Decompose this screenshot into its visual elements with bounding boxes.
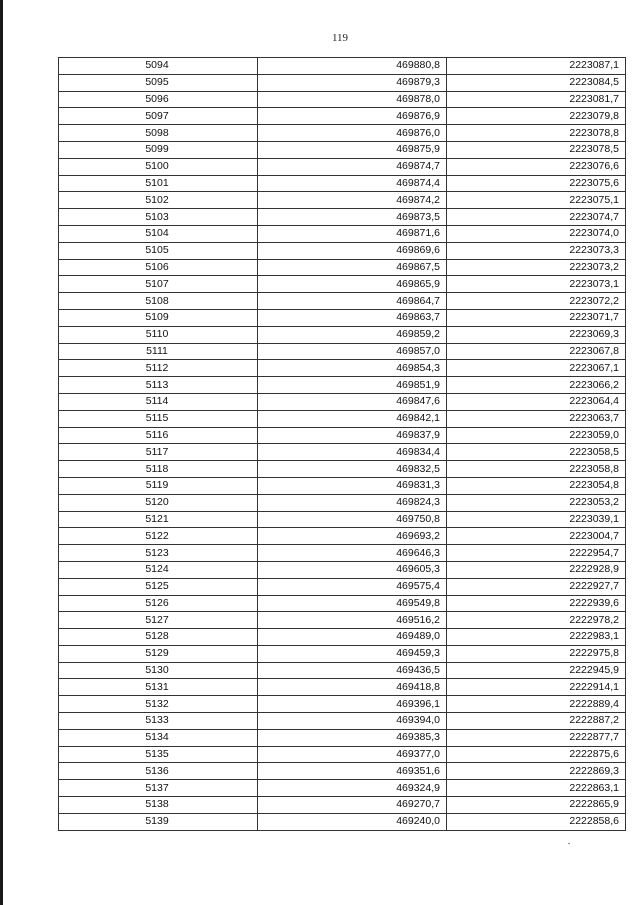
table-row xyxy=(59,679,626,696)
table-row xyxy=(59,545,626,562)
point-number-cell: 5132 xyxy=(59,696,258,713)
table-row xyxy=(59,343,626,360)
y-coordinate-cell: 2223004,7 xyxy=(447,528,626,545)
x-coordinate-cell: 469865,9 xyxy=(258,276,447,293)
y-coordinate-cell: 2222869,3 xyxy=(447,763,626,780)
point-number-cell: 5106 xyxy=(59,259,258,276)
table-row xyxy=(59,108,626,125)
point-number-cell: 5094 xyxy=(59,58,258,75)
y-coordinate-cell: 2223074,0 xyxy=(447,225,626,242)
table-row xyxy=(59,225,626,242)
table-row xyxy=(59,175,626,192)
x-coordinate-cell: 469876,0 xyxy=(258,125,447,142)
y-coordinate-cell: 2222983,1 xyxy=(447,629,626,646)
x-coordinate-cell: 469824,3 xyxy=(258,494,447,511)
point-number-cell: 5104 xyxy=(59,225,258,242)
x-coordinate-cell: 469240,0 xyxy=(258,813,447,830)
table-row xyxy=(59,612,626,629)
x-coordinate-cell: 469869,6 xyxy=(258,242,447,259)
x-coordinate-cell: 469270,7 xyxy=(258,797,447,814)
point-number-cell: 5125 xyxy=(59,578,258,595)
x-coordinate-cell: 469863,7 xyxy=(258,309,447,326)
point-number-cell: 5133 xyxy=(59,713,258,730)
x-coordinate-cell: 469605,3 xyxy=(258,561,447,578)
y-coordinate-cell: 2223087,1 xyxy=(447,58,626,75)
x-coordinate-cell: 469873,5 xyxy=(258,209,447,226)
x-coordinate-cell: 469874,7 xyxy=(258,158,447,175)
point-number-cell: 5138 xyxy=(59,797,258,814)
x-coordinate-cell: 469516,2 xyxy=(258,612,447,629)
x-coordinate-cell: 469489,0 xyxy=(258,629,447,646)
y-coordinate-cell: 2223064,4 xyxy=(447,393,626,410)
y-coordinate-cell: 2223073,2 xyxy=(447,259,626,276)
point-number-cell: 5111 xyxy=(59,343,258,360)
x-coordinate-cell: 469385,3 xyxy=(258,729,447,746)
scan-left-border xyxy=(0,0,3,905)
y-coordinate-cell: 2223058,8 xyxy=(447,461,626,478)
table-row xyxy=(59,561,626,578)
point-number-cell: 5121 xyxy=(59,511,258,528)
table-row xyxy=(59,74,626,91)
y-coordinate-cell: 2223076,6 xyxy=(447,158,626,175)
x-coordinate-cell: 469396,1 xyxy=(258,696,447,713)
point-number-cell: 5131 xyxy=(59,679,258,696)
x-coordinate-cell: 469693,2 xyxy=(258,528,447,545)
table-row xyxy=(59,309,626,326)
y-coordinate-cell: 2223067,8 xyxy=(447,343,626,360)
point-number-cell: 5098 xyxy=(59,125,258,142)
table-row xyxy=(59,780,626,797)
x-coordinate-cell: 469876,9 xyxy=(258,108,447,125)
point-number-cell: 5100 xyxy=(59,158,258,175)
table-row xyxy=(59,729,626,746)
point-number-cell: 5108 xyxy=(59,293,258,310)
x-coordinate-cell: 469834,4 xyxy=(258,444,447,461)
y-coordinate-cell: 2223054,8 xyxy=(447,477,626,494)
table-row xyxy=(59,125,626,142)
y-coordinate-cell: 2223073,1 xyxy=(447,276,626,293)
y-coordinate-cell: 2223069,3 xyxy=(447,326,626,343)
x-coordinate-cell: 469324,9 xyxy=(258,780,447,797)
x-coordinate-cell: 469549,8 xyxy=(258,595,447,612)
y-coordinate-cell: 2222927,7 xyxy=(447,578,626,595)
y-coordinate-cell: 2222877,7 xyxy=(447,729,626,746)
x-coordinate-cell: 469646,3 xyxy=(258,545,447,562)
y-coordinate-cell: 2222858,6 xyxy=(447,813,626,830)
point-number-cell: 5136 xyxy=(59,763,258,780)
x-coordinate-cell: 469459,3 xyxy=(258,645,447,662)
point-number-cell: 5124 xyxy=(59,561,258,578)
table-row xyxy=(59,444,626,461)
table-row xyxy=(59,494,626,511)
y-coordinate-cell: 2222975,8 xyxy=(447,645,626,662)
x-coordinate-cell: 469880,8 xyxy=(258,58,447,75)
x-coordinate-cell: 469879,3 xyxy=(258,74,447,91)
point-number-cell: 5137 xyxy=(59,780,258,797)
point-number-cell: 5117 xyxy=(59,444,258,461)
y-coordinate-cell: 2222889,4 xyxy=(447,696,626,713)
x-coordinate-cell: 469867,5 xyxy=(258,259,447,276)
x-coordinate-cell: 469394,0 xyxy=(258,713,447,730)
point-number-cell: 5128 xyxy=(59,629,258,646)
x-coordinate-cell: 469871,6 xyxy=(258,225,447,242)
point-number-cell: 5112 xyxy=(59,360,258,377)
point-number-cell: 5127 xyxy=(59,612,258,629)
y-coordinate-cell: 2222928,9 xyxy=(447,561,626,578)
x-coordinate-cell: 469842,1 xyxy=(258,410,447,427)
point-number-cell: 5116 xyxy=(59,427,258,444)
point-number-cell: 5096 xyxy=(59,91,258,108)
table-row xyxy=(59,595,626,612)
x-coordinate-cell: 469847,6 xyxy=(258,393,447,410)
table-row xyxy=(59,410,626,427)
table-row xyxy=(59,645,626,662)
point-number-cell: 5110 xyxy=(59,326,258,343)
y-coordinate-cell: 2222887,2 xyxy=(447,713,626,730)
table-row xyxy=(59,528,626,545)
table-row xyxy=(59,696,626,713)
point-number-cell: 5119 xyxy=(59,477,258,494)
coordinates-table xyxy=(58,57,626,831)
y-coordinate-cell: 2223081,7 xyxy=(447,91,626,108)
scan-speck xyxy=(568,843,570,844)
point-number-cell: 5126 xyxy=(59,595,258,612)
table-row xyxy=(59,377,626,394)
x-coordinate-cell: 469436,5 xyxy=(258,662,447,679)
point-number-cell: 5102 xyxy=(59,192,258,209)
y-coordinate-cell: 2223079,8 xyxy=(447,108,626,125)
point-number-cell: 5095 xyxy=(59,74,258,91)
table-row xyxy=(59,427,626,444)
y-coordinate-cell: 2222914,1 xyxy=(447,679,626,696)
point-number-cell: 5130 xyxy=(59,662,258,679)
table-row xyxy=(59,393,626,410)
y-coordinate-cell: 2223071,7 xyxy=(447,309,626,326)
table-row xyxy=(59,461,626,478)
y-coordinate-cell: 2222863,1 xyxy=(447,780,626,797)
x-coordinate-cell: 469875,9 xyxy=(258,141,447,158)
table-row xyxy=(59,511,626,528)
table-row xyxy=(59,629,626,646)
point-number-cell: 5103 xyxy=(59,209,258,226)
y-coordinate-cell: 2222978,2 xyxy=(447,612,626,629)
x-coordinate-cell: 469859,2 xyxy=(258,326,447,343)
x-coordinate-cell: 469874,4 xyxy=(258,175,447,192)
table-row xyxy=(59,141,626,158)
x-coordinate-cell: 469864,7 xyxy=(258,293,447,310)
point-number-cell: 5113 xyxy=(59,377,258,394)
table-row xyxy=(59,276,626,293)
table-row xyxy=(59,209,626,226)
y-coordinate-cell: 2223053,2 xyxy=(447,494,626,511)
point-number-cell: 5097 xyxy=(59,108,258,125)
x-coordinate-cell: 469351,6 xyxy=(258,763,447,780)
y-coordinate-cell: 2223039,1 xyxy=(447,511,626,528)
x-coordinate-cell: 469874,2 xyxy=(258,192,447,209)
y-coordinate-cell: 2223073,3 xyxy=(447,242,626,259)
x-coordinate-cell: 469575,4 xyxy=(258,578,447,595)
table-row xyxy=(59,192,626,209)
table-row xyxy=(59,578,626,595)
table-row xyxy=(59,662,626,679)
point-number-cell: 5109 xyxy=(59,309,258,326)
point-number-cell: 5118 xyxy=(59,461,258,478)
x-coordinate-cell: 469854,3 xyxy=(258,360,447,377)
point-number-cell: 5135 xyxy=(59,746,258,763)
point-number-cell: 5115 xyxy=(59,410,258,427)
x-coordinate-cell: 469878,0 xyxy=(258,91,447,108)
y-coordinate-cell: 2223084,5 xyxy=(447,74,626,91)
y-coordinate-cell: 2222939,6 xyxy=(447,595,626,612)
point-number-cell: 5099 xyxy=(59,141,258,158)
y-coordinate-cell: 2222954,7 xyxy=(447,545,626,562)
x-coordinate-cell: 469377,0 xyxy=(258,746,447,763)
table-row xyxy=(59,58,626,75)
y-coordinate-cell: 2222865,9 xyxy=(447,797,626,814)
point-number-cell: 5123 xyxy=(59,545,258,562)
point-number-cell: 5139 xyxy=(59,813,258,830)
y-coordinate-cell: 2223058,5 xyxy=(447,444,626,461)
point-number-cell: 5129 xyxy=(59,645,258,662)
table-row xyxy=(59,242,626,259)
coordinates-table-body xyxy=(59,58,626,831)
table-row xyxy=(59,360,626,377)
x-coordinate-cell: 469418,8 xyxy=(258,679,447,696)
point-number-cell: 5105 xyxy=(59,242,258,259)
x-coordinate-cell: 469837,9 xyxy=(258,427,447,444)
point-number-cell: 5134 xyxy=(59,729,258,746)
y-coordinate-cell: 2223072,2 xyxy=(447,293,626,310)
y-coordinate-cell: 2223078,5 xyxy=(447,141,626,158)
point-number-cell: 5107 xyxy=(59,276,258,293)
point-number-cell: 5122 xyxy=(59,528,258,545)
table-row xyxy=(59,797,626,814)
y-coordinate-cell: 2223078,8 xyxy=(447,125,626,142)
x-coordinate-cell: 469750,8 xyxy=(258,511,447,528)
table-row xyxy=(59,746,626,763)
y-coordinate-cell: 2223067,1 xyxy=(447,360,626,377)
table-row xyxy=(59,763,626,780)
x-coordinate-cell: 469831,3 xyxy=(258,477,447,494)
table-row xyxy=(59,326,626,343)
table-row xyxy=(59,713,626,730)
point-number-cell: 5101 xyxy=(59,175,258,192)
x-coordinate-cell: 469857,0 xyxy=(258,343,447,360)
y-coordinate-cell: 2223075,6 xyxy=(447,175,626,192)
table-row xyxy=(59,91,626,108)
table-row xyxy=(59,813,626,830)
y-coordinate-cell: 2223063,7 xyxy=(447,410,626,427)
page-number: 119 xyxy=(331,32,349,44)
y-coordinate-cell: 2223066,2 xyxy=(447,377,626,394)
table-row xyxy=(59,293,626,310)
y-coordinate-cell: 2222945,9 xyxy=(447,662,626,679)
y-coordinate-cell: 2223075,1 xyxy=(447,192,626,209)
y-coordinate-cell: 2223059,0 xyxy=(447,427,626,444)
y-coordinate-cell: 2223074,7 xyxy=(447,209,626,226)
table-row xyxy=(59,158,626,175)
table-row xyxy=(59,259,626,276)
x-coordinate-cell: 469851,9 xyxy=(258,377,447,394)
table-row xyxy=(59,477,626,494)
point-number-cell: 5114 xyxy=(59,393,258,410)
y-coordinate-cell: 2222875,6 xyxy=(447,746,626,763)
point-number-cell: 5120 xyxy=(59,494,258,511)
x-coordinate-cell: 469832,5 xyxy=(258,461,447,478)
